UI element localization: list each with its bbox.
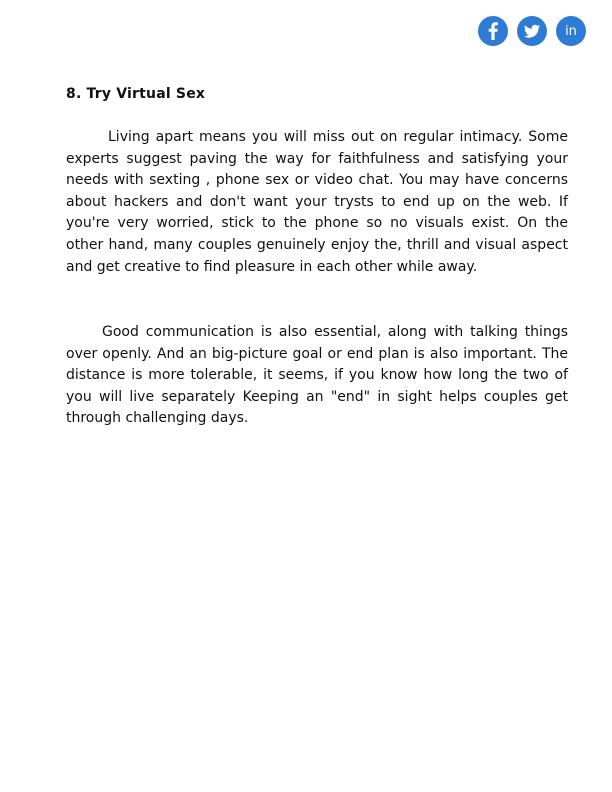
paragraph-1: Living apart means you will miss out on regular intimacy. Some experts suggest paving the way for faithfulness and satisfying your needs with sexting , phone sex or video chat. You may have concerns about hackers and don't want your trysts to end up on the web. If you're very worried, stick to the phone so no visuals exist. On the other hand, many couples genuinely enjoy the, thrill and visual aspect and get creative to find pleasure in each other while away. [66, 129, 568, 275]
facebook-icon [478, 16, 508, 46]
twitter-share-button[interactable] [517, 16, 547, 46]
social-share-bar [478, 16, 586, 46]
twitter-icon [517, 16, 547, 46]
section-heading: 8. Try Virtual Sex [66, 86, 206, 102]
linkedin-icon: in [565, 23, 577, 39]
facebook-share-button[interactable] [478, 16, 508, 46]
linkedin-share-button[interactable] [556, 16, 586, 46]
paragraph-2: Good communication is also essential, along with talking things over openly. And an big-picture goal or end plan is also important. The distance is more tolerable, it seems, if you know how long the two of you will live separately Keeping an "end" in sight helps couples get through challenging days. [66, 324, 568, 427]
